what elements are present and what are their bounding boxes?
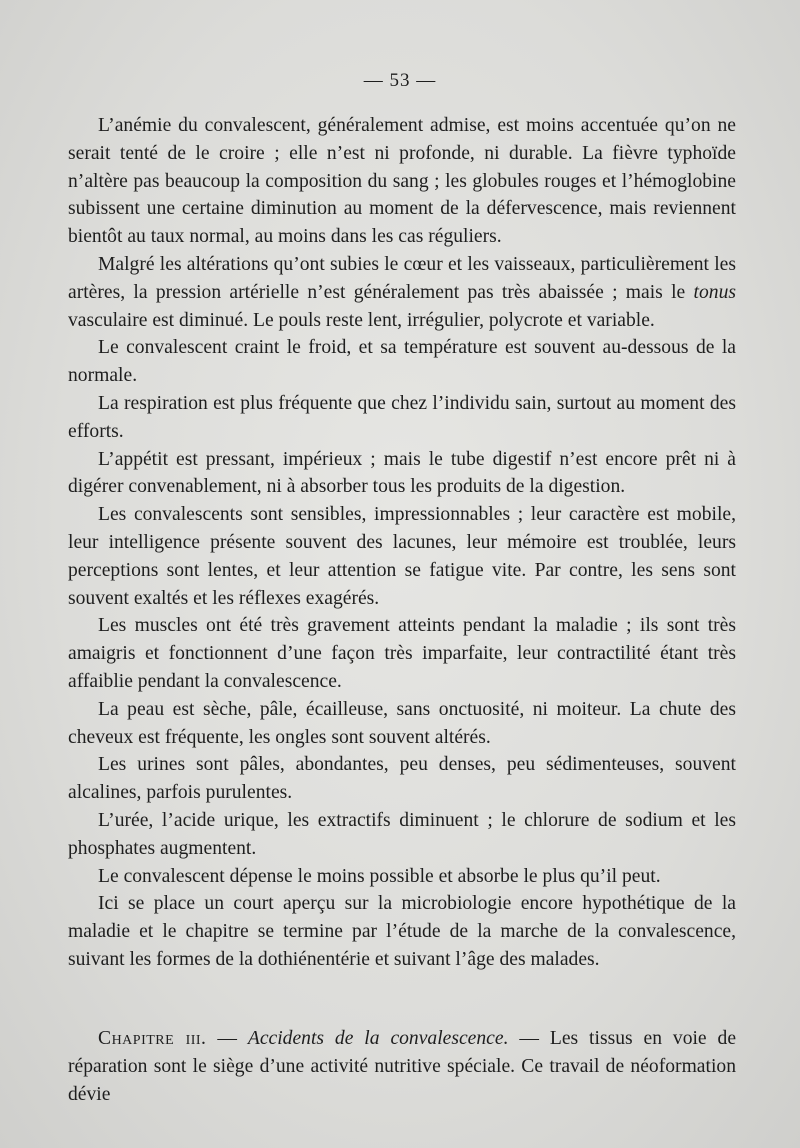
tonus-term: tonus — [693, 281, 736, 303]
chapter-title: Accidents de la convalescence. — [247, 1028, 509, 1049]
chapter-text: Les tissus en voie de réparation sont le siège d’une activité nutritive spéciale. Ce travail de néoformation dévie — [68, 1028, 737, 1105]
chapter-section — [68, 1025, 736, 1109]
paragraph-respiration: La respiration est plus fréquente que chez l’individu sain, surtout au moment des efforts. — [68, 392, 736, 442]
paragraph-microbiology: Ici se place un court aperçu sur la microbiologie encore hypothétique de la maladie et le chapitre se termine par l’étude de la marche de la convalescence, suivant les formes de la dothiénentérie et suivant l’âge des malades. — [68, 893, 736, 970]
paragraph-vascular-part1: Malgré les altérations qu’ont subies le cœur et les vaisseaux, particulièrement les artères, la pression artérielle n’est généralement pas très abaissée ; mais le — [68, 253, 736, 303]
paragraph-appetite: L’appétit est pressant, impérieux ; mais le tube digestif n’est encore prêt ni à digérer convenablement, ni à absorber tous les produits de la digestion. — [68, 448, 736, 498]
chapter-paragraph — [68, 1025, 736, 1109]
paragraph-anemia: L’anémie du convalescent, généralement admise, est moins accentuée qu’on ne serait tenté de le croire ; elle n’est ni profonde, ni durable. La fièvre typhoïde n’altère pas beaucoup la composition du sang ; les globules rouges et l’hémoglobine subissent une certaine diminution au moment de la défervescence, mais reviennent bientôt au taux normal, au moins dans les cas réguliers. — [68, 115, 736, 248]
paragraph-urea: L’urée, l’acide urique, les extractifs diminuent ; le chlorure de sodium et les phosphates augmentent. — [68, 809, 736, 859]
paragraph-vascular — [68, 251, 736, 334]
chapter-dash-2: — — [508, 1028, 550, 1049]
chapter-dash-1: — — [206, 1028, 248, 1049]
page-number: — 53 — — [363, 70, 437, 91]
paragraph-temperature: Le convalescent craint le froid, et sa température est souvent au-dessous de la normale. — [68, 337, 736, 387]
paragraph-expenditure: Le convalescent dépense le moins possible et absorbe le plus qu’il peut. — [98, 865, 661, 887]
paragraph-skin: La peau est sèche, pâle, écailleuse, sans onctuosité, ni moiteur. La chute des cheveux est fréquente, les ongles sont souvent altérés. — [68, 698, 736, 748]
paragraph-nervous: Les convalescents sont sensibles, impressionnables ; leur caractère est mobile, leur intelligence présente souvent des lacunes, leur mémoire est troublée, leurs perceptions sont lentes, et leur attention se fatigue vite. Par contre, les sens sont souvent exaltés et les réflexes exagérés. — [68, 504, 736, 609]
paragraph-muscles: Les muscles ont été très gravement atteints pendant la maladie ; ils sont très amaigris et fonctionnent d’une façon très imparfaite, leur contractilité étant très affaiblie pendant la convalescence. — [68, 615, 736, 692]
paragraph-urine: Les urines sont pâles, abondantes, peu denses, peu sédimenteuses, souvent alcalines, parfois purulentes. — [68, 754, 736, 804]
chapter-label: Chapitre iii. — [98, 1028, 207, 1049]
body-text — [68, 112, 736, 974]
paragraph-vascular-part2: vasculaire est diminué. Le pouls reste lent, irrégulier, polycrote et variable. — [68, 309, 655, 331]
